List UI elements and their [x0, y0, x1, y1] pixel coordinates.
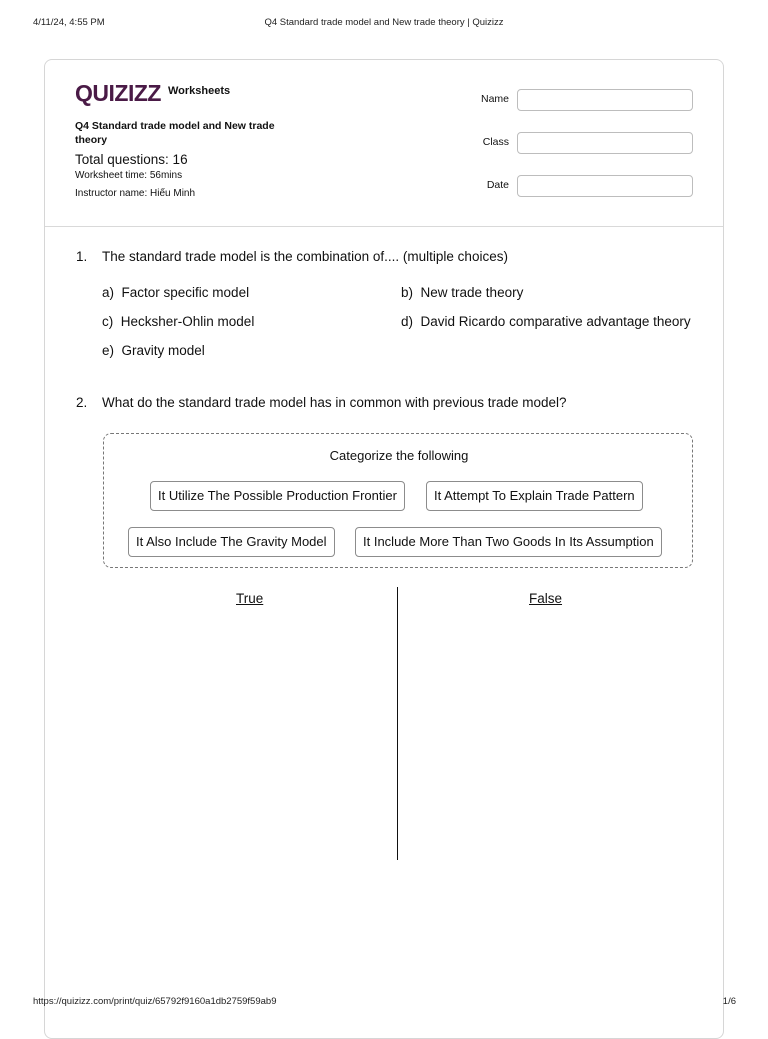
categorize-instruction: Categorize the following — [329, 448, 469, 463]
option-a[interactable] — [102, 285, 249, 300]
option-e[interactable] — [102, 343, 205, 358]
question-text: What do the standard trade model has in common with previous trade model? — [102, 395, 567, 410]
print-datetime: 4/11/24, 4:55 PM — [33, 17, 105, 28]
option-letter: e) — [102, 343, 115, 358]
quizizz-logo — [75, 80, 163, 106]
categorize-box — [103, 433, 693, 568]
option-text: David Ricardo comparative advantage theory — [420, 314, 691, 329]
categorize-item[interactable]: It Also Include The Gravity Model — [128, 527, 335, 557]
question-number: 1. — [76, 249, 88, 264]
option-letter: a) — [102, 285, 115, 300]
option-text: New trade theory — [420, 285, 524, 300]
worksheet-title: Q4 Standard trade model and New trade theory — [75, 120, 275, 146]
question-number: 2. — [76, 395, 88, 410]
category-false-heading: False — [529, 591, 563, 606]
categorize-item[interactable]: It Include More Than Two Goods In Its Assumption — [355, 527, 662, 557]
option-text: Factor specific model — [121, 285, 250, 300]
option-letter: b) — [401, 285, 414, 300]
option-c[interactable] — [102, 314, 254, 329]
question-text: The standard trade model is the combination of.... (multiple choices) — [102, 249, 508, 264]
print-page-title: Q4 Standard trade model and New trade theory | Quizizz — [264, 17, 504, 28]
option-text: Gravity model — [121, 343, 205, 358]
worksheet-page — [44, 59, 724, 1039]
option-letter: c) — [102, 314, 114, 329]
worksheets-label: Worksheets — [168, 85, 231, 97]
print-url: https://quizizz.com/print/quiz/65792f9160a1db2759f59ab9 — [33, 996, 277, 1007]
category-divider — [397, 587, 398, 860]
total-questions: Total questions: 16 — [75, 152, 188, 167]
categorize-item[interactable]: It Attempt To Explain Trade Pattern — [426, 481, 643, 511]
class-label: Class — [482, 136, 509, 148]
worksheet-time: Worksheet time: 56mins — [75, 170, 183, 181]
option-d[interactable] — [401, 314, 691, 329]
print-page-indicator: 1/6 — [722, 996, 736, 1007]
worksheet-header — [45, 60, 723, 227]
instructor-name: Instructor name: Hiếu Minh — [75, 188, 196, 199]
option-letter: d) — [401, 314, 414, 329]
option-b[interactable] — [401, 285, 523, 300]
name-field[interactable] — [517, 89, 693, 111]
categorize-item[interactable]: It Utilize The Possible Production Frontier — [150, 481, 405, 511]
date-field[interactable] — [517, 175, 693, 197]
option-text: Hecksher-Ohlin model — [120, 314, 255, 329]
date-label: Date — [486, 179, 509, 191]
name-label: Name — [480, 93, 509, 105]
class-field[interactable] — [517, 132, 693, 154]
svg-text:QUIZIZZ: QUIZIZZ — [75, 80, 161, 106]
category-true-heading: True — [236, 591, 264, 606]
